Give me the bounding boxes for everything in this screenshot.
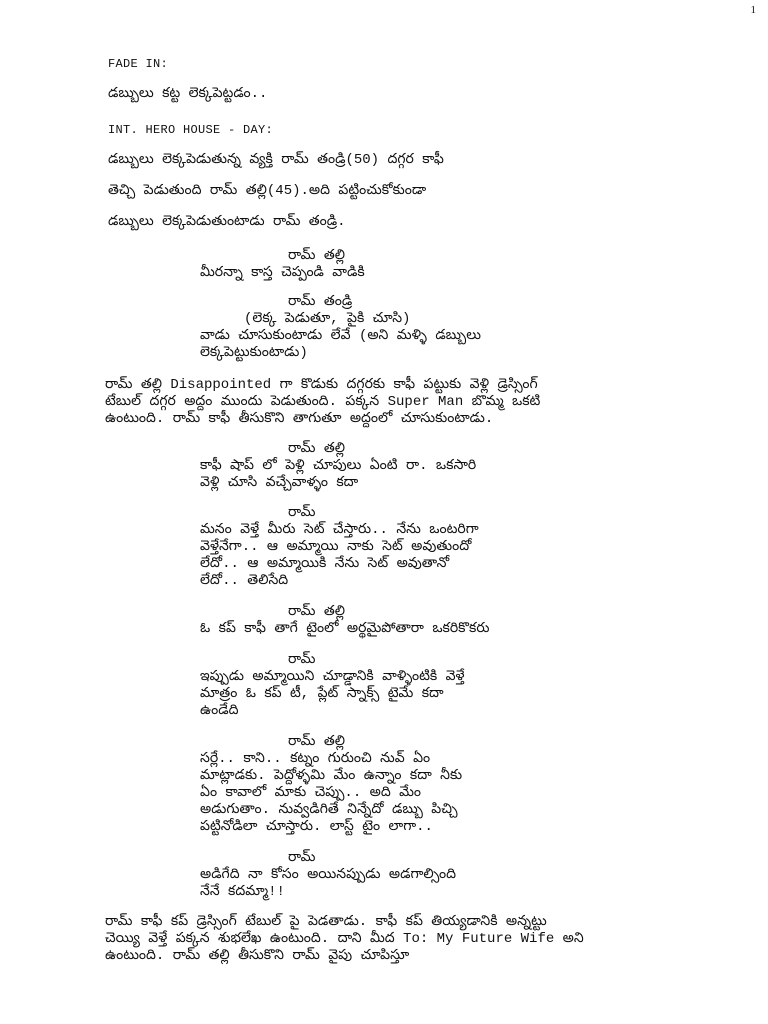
character-name: రామ్ <box>288 652 316 668</box>
page-number: 1 <box>750 4 756 16</box>
action-line: ఉంటుంది. రామ్ తల్లి తీసుకొని రామ్ వైపు చూపిస్తూ <box>105 948 410 964</box>
dialogue-line: లేదో.. తెలిసేది <box>200 573 289 589</box>
action-line: రామ్ కాఫీ కప్ డ్రెస్సింగ్ టేబుల్ పై పెడతాడు. కాఫీ కప్ తియ్యడానికి అన్నట్టు <box>105 914 547 930</box>
dialogue-line: వాడు చూసుకుంటాడు లేవే (అని మళ్ళి డబ్బులు <box>200 328 481 344</box>
dialogue-line: సర్లే.. కాని.. కట్నం గురుంచి నువ్ ఏం <box>200 751 431 767</box>
character-name: రామ్ తండ్రి <box>288 294 353 310</box>
transition-fade-in: FADE IN: <box>108 57 169 71</box>
dialogue-line: లేదో.. ఆ అమ్మాయికి నేను సెట్ అవుతానో <box>200 556 450 572</box>
action-line: రామ్ తల్లి Disappointed గా కొడుకు దగ్గరకు కాఫీ పట్టుకు వెళ్లి డ్రెస్సింగ్ <box>105 377 538 393</box>
action-line: టేబుల్ దగ్గర అద్దం ముందు పెడుతుంది. పక్కన Super Man బొమ్మ ఒకటి <box>105 394 541 410</box>
dialogue-line: మాట్లాడకు. పెద్దోళ్ళమి మేం ఉన్నాం కదా నీకు <box>200 768 463 784</box>
dialogue-line: ఉండేది <box>200 703 239 719</box>
dialogue-line: మాత్రం ఓ కప్ టీ, ప్లేట్ స్నాక్స్ టైమే కదా <box>200 686 444 702</box>
dialogue-line: వెళ్తేనేగా.. ఆ అమ్మాయి నాకు సెట్ అవుతుందో <box>200 539 472 555</box>
action-line: డబ్బులు లెక్కపెడుతుంటాడు రామ్ తండ్రి. <box>108 214 346 230</box>
character-name: రామ్ తల్లి <box>288 734 345 750</box>
character-name: రామ్ తల్లి <box>288 604 345 620</box>
dialogue-line: అడుగుతాం. నువ్వడిగితే నిన్నేదో డబ్బు పిచ్చి <box>200 802 458 818</box>
action-line: డబ్బులు లెక్కపెడుతున్న వ్యక్తి రామ్ తండ్రి(50) దగ్గర కాఫీ <box>108 152 444 168</box>
dialogue-line: వెళ్లి చూసి వచ్చేవాళ్ళం కదా <box>200 475 359 491</box>
dialogue-line: ఓ కప్ కాఫీ తాగే టైంలో అర్థమైపోతారా ఒకరికొకరు <box>200 621 490 637</box>
dialogue-line: మనం వెళ్తే మీరు సెట్ చేస్తారు.. నేను ఒంటరిగా <box>200 522 479 538</box>
dialogue-line: పట్టినోడిలా చూస్తారు. లాస్ట్ టైం లాగా.. <box>200 819 433 835</box>
character-name: రామ్ <box>288 505 316 521</box>
scene-heading: INT. HERO HOUSE - DAY: <box>108 123 274 137</box>
action-line: చెయ్యి వెళ్తే పక్కన శుభలేఖ ఉంటుంది. దాని మీద To: My Future Wife అని <box>105 931 584 947</box>
action-line: తెచ్చి పెడుతుంది రామ్ తల్లి(45).అది పట్టించుకోకుండా <box>108 183 427 199</box>
dialogue-line: ఇప్పుడు అమ్మాయిని చూడ్డానికి వాళ్ళింటికి వెళ్తే <box>200 669 465 685</box>
action-line: డబ్బులు కట్ట లెక్కపెట్టడం.. <box>108 86 268 102</box>
dialogue-line: మీరన్నా కాస్త చెప్పండి వాడికి <box>200 265 365 281</box>
parenthetical: (లెక్క పెడుతూ, పైకి చూసి) <box>244 311 411 327</box>
dialogue-line: నేనే కదమ్మా!! <box>200 884 285 900</box>
dialogue-line: ఏం కావాలో మాకు చెప్పు.. అది మేం <box>200 785 422 801</box>
character-name: రామ్ తల్లి <box>288 441 345 457</box>
character-name: రామ్ <box>288 850 316 866</box>
dialogue-line: కాఫీ షాప్ లో పెళ్లి చూపులు ఏంటి రా. ఒకసారి <box>200 458 477 474</box>
dialogue-line: అడిగేది నా కోసం అయినప్పుడు అడగాల్సింది <box>200 867 456 883</box>
action-line: ఉంటుంది. రామ్ కాఫీ తీసుకొని తాగుతూ అద్దంలో చూసుకుంటాడు. <box>105 411 494 427</box>
dialogue-line: లెక్కపెట్టుకుంటాడు) <box>200 345 308 361</box>
character-name: రామ్ తల్లి <box>288 248 345 264</box>
